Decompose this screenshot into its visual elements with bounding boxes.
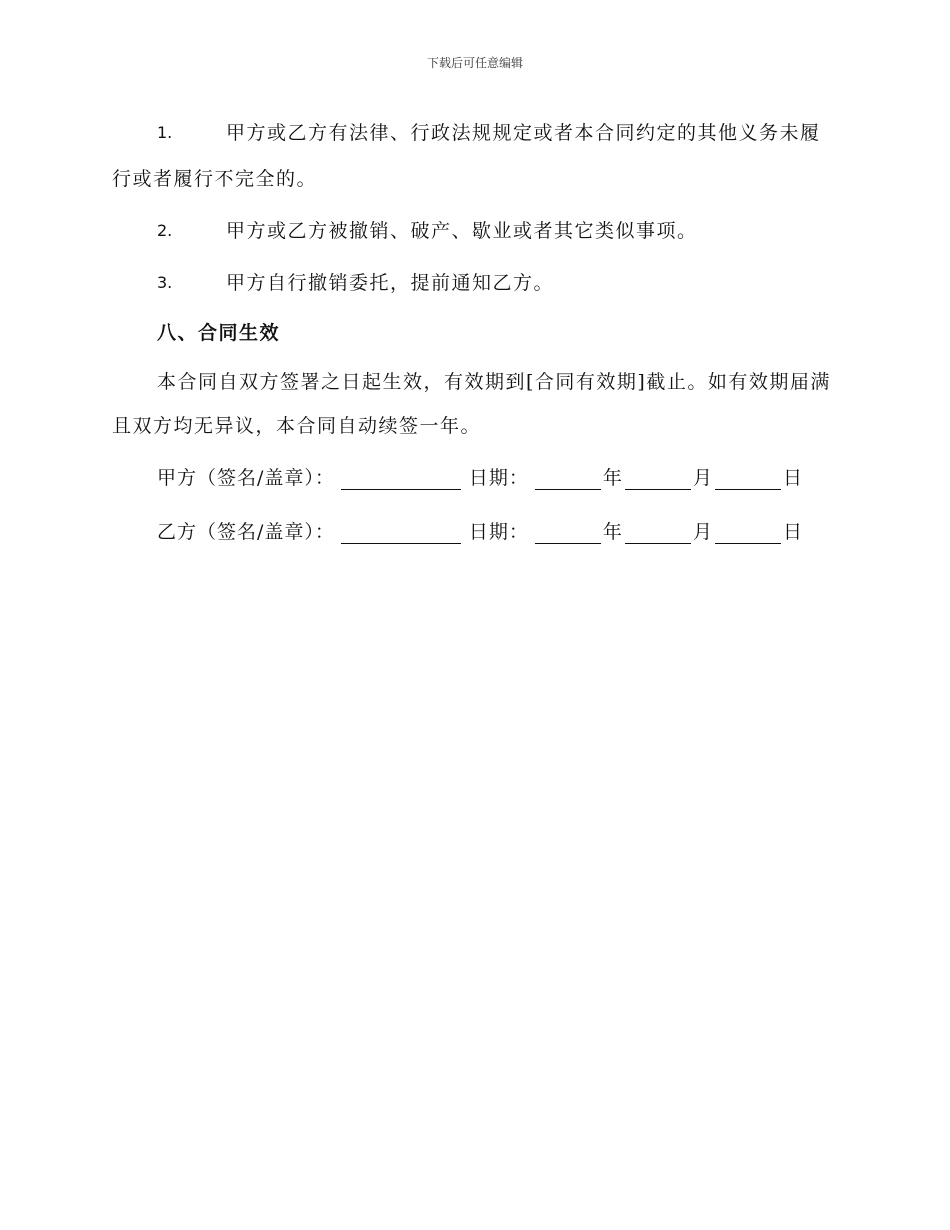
year-blank: [535, 469, 601, 490]
day-blank: [715, 523, 781, 544]
year-label: 年: [602, 521, 623, 543]
signature-blank: [341, 469, 461, 490]
list-item: [112, 208, 834, 254]
list-item-text: 甲方自行撤销委托，提前通知乙方。: [226, 272, 555, 294]
month-label: 月: [692, 521, 713, 543]
signature-blank: [341, 523, 461, 544]
section-heading: 八、合同生效: [157, 322, 281, 344]
list-item: [112, 260, 834, 306]
list-item-number: 2.: [157, 221, 173, 240]
list-item: [112, 110, 834, 202]
list-item-number: 3.: [157, 273, 173, 292]
effective-clause-paragraph: 本合同自双方签署之日起生效，有效期到[合同有效期]截止。如有效期届满且双方均无异议，本合同自动续签一年。: [112, 371, 831, 437]
day-label: 日: [782, 467, 803, 489]
page-header: 下载后可任意编辑: [426, 56, 523, 70]
year-label: 年: [602, 467, 623, 489]
party-label: 乙方（签名/盖章）：: [157, 521, 335, 543]
day-label: 日: [782, 521, 803, 543]
month-blank: [625, 469, 691, 490]
list-item-number: 1.: [157, 123, 173, 142]
month-blank: [625, 523, 691, 544]
date-label: 日期：: [468, 467, 529, 489]
date-label: 日期：: [468, 521, 529, 543]
party-label: 甲方（签名/盖章）：: [157, 467, 335, 489]
list-item-text: 甲方或乙方有法律、行政法规规定或者本合同约定的其他义务未履行或者履行不完全的。: [112, 122, 821, 190]
list-item-text: 甲方或乙方被撤销、破产、歇业或者其它类似事项。: [226, 220, 698, 242]
signature-line-party-b: [112, 508, 834, 556]
day-blank: [715, 469, 781, 490]
document-body: [112, 110, 834, 556]
year-blank: [535, 523, 601, 544]
signature-line-party-a: [112, 454, 834, 502]
month-label: 月: [692, 467, 713, 489]
